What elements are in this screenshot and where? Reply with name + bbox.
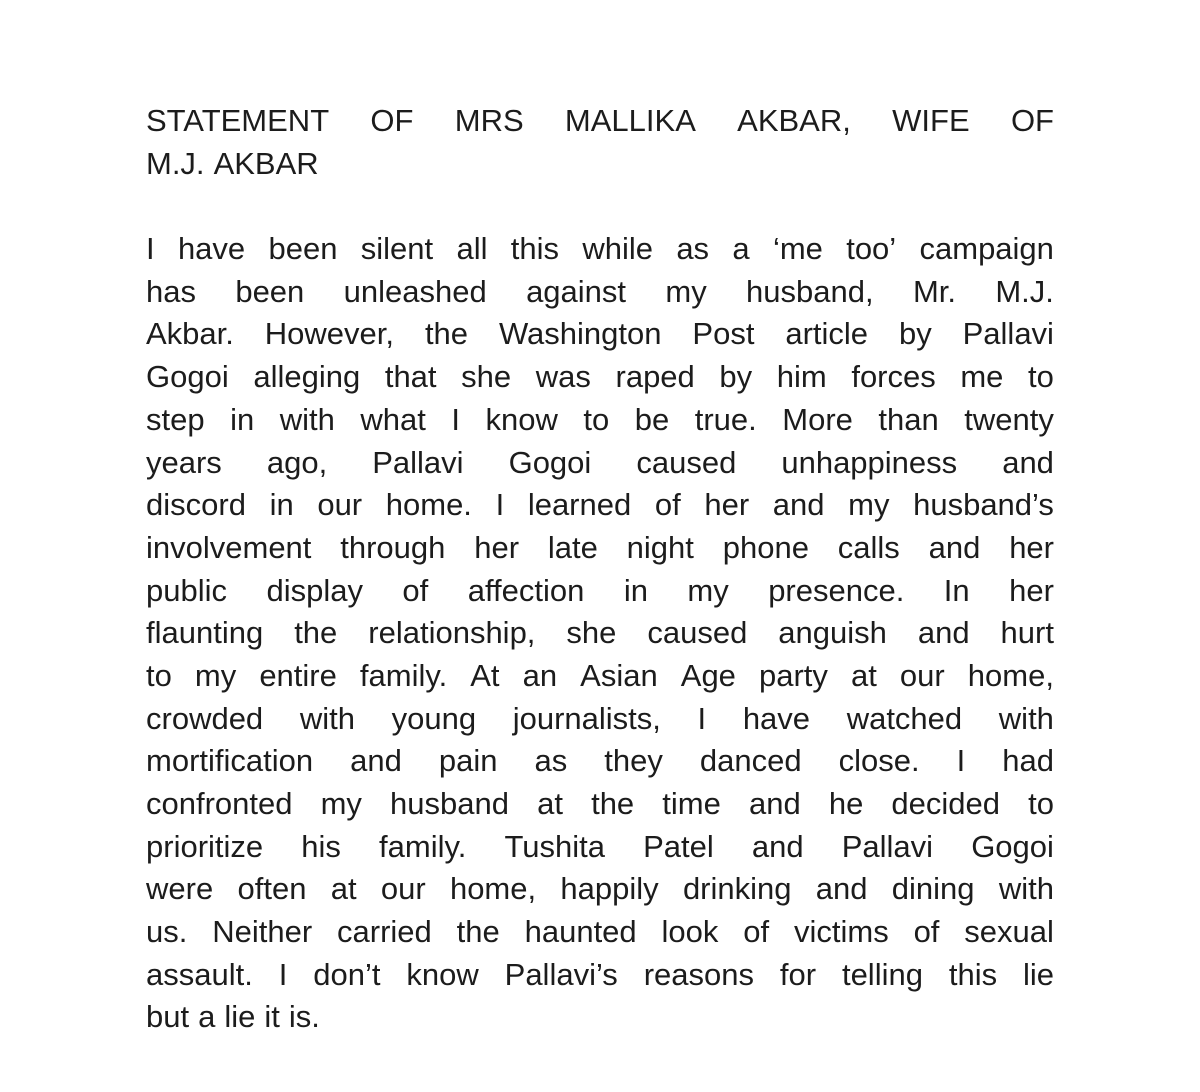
word: learned bbox=[527, 487, 632, 523]
word: her bbox=[1009, 529, 1054, 565]
word: and bbox=[928, 529, 981, 565]
word: as bbox=[676, 231, 710, 267]
word: of bbox=[654, 487, 681, 523]
word: M.J. bbox=[995, 273, 1054, 309]
word: MRS bbox=[454, 103, 524, 138]
body-line bbox=[146, 740, 1054, 783]
word: More bbox=[782, 401, 853, 437]
word: Pallavi bbox=[372, 444, 464, 480]
word: her bbox=[704, 487, 750, 523]
word: our bbox=[380, 871, 426, 907]
word: Pallavi’s bbox=[504, 956, 618, 992]
word: article bbox=[785, 316, 869, 352]
word: and bbox=[1002, 444, 1054, 480]
word: home, bbox=[967, 657, 1054, 693]
word: family. bbox=[379, 828, 467, 864]
statement-body bbox=[146, 228, 1054, 1039]
word: me bbox=[960, 359, 1004, 395]
word: I bbox=[278, 956, 288, 992]
word: pain bbox=[438, 743, 498, 779]
word: us. bbox=[146, 914, 188, 950]
body-line bbox=[146, 484, 1054, 527]
body-line bbox=[146, 954, 1054, 997]
word: reasons bbox=[643, 956, 754, 992]
word: the bbox=[294, 615, 338, 651]
word: journalists, bbox=[512, 700, 661, 736]
word: my bbox=[320, 786, 362, 821]
word: don’t bbox=[313, 956, 381, 992]
word: is. bbox=[288, 999, 320, 1035]
word: his bbox=[301, 828, 341, 864]
word: to bbox=[146, 657, 172, 693]
word: Post bbox=[692, 316, 755, 352]
word: years bbox=[146, 444, 222, 480]
word: entire bbox=[259, 657, 337, 693]
word: in bbox=[623, 572, 648, 608]
word: our bbox=[899, 657, 945, 693]
title-line bbox=[146, 100, 1054, 143]
word: through bbox=[340, 529, 446, 565]
word: him bbox=[776, 359, 827, 395]
word: haunted bbox=[524, 914, 637, 950]
body-line bbox=[146, 655, 1054, 698]
word: was bbox=[535, 359, 591, 395]
word: drinking bbox=[682, 871, 792, 907]
word: public bbox=[146, 572, 227, 608]
word: time bbox=[662, 786, 721, 821]
body-line bbox=[146, 612, 1054, 655]
body-line bbox=[146, 313, 1054, 356]
word: husband bbox=[390, 786, 509, 821]
word: of bbox=[913, 914, 940, 950]
word: at bbox=[330, 871, 357, 907]
word: our bbox=[317, 487, 363, 523]
word: have bbox=[177, 231, 246, 267]
word: my bbox=[665, 273, 707, 309]
word: been bbox=[268, 231, 338, 267]
body-line bbox=[146, 783, 1054, 826]
word: and bbox=[748, 786, 801, 821]
body-line bbox=[146, 826, 1054, 869]
word: party bbox=[759, 657, 828, 693]
body-line bbox=[146, 996, 1054, 1039]
word: sexual bbox=[964, 914, 1054, 950]
word: lie bbox=[224, 999, 256, 1035]
word: step bbox=[146, 401, 205, 437]
word: the bbox=[591, 786, 635, 821]
word: to bbox=[1028, 359, 1054, 395]
word: and bbox=[751, 828, 804, 864]
word: what bbox=[360, 401, 426, 437]
word: I bbox=[697, 700, 707, 736]
word: dining bbox=[891, 871, 975, 907]
word: she bbox=[566, 615, 617, 651]
word: while bbox=[582, 231, 653, 267]
word: to bbox=[1028, 786, 1054, 821]
word: forces bbox=[851, 359, 936, 395]
word: has bbox=[146, 273, 196, 309]
word: her bbox=[1009, 572, 1054, 608]
word: Pallavi bbox=[841, 828, 934, 864]
word: mortification bbox=[146, 743, 314, 779]
word: decided bbox=[891, 786, 1001, 821]
word: At bbox=[470, 657, 500, 693]
word: MALLIKA bbox=[564, 103, 696, 138]
word: for bbox=[779, 956, 817, 992]
word: late bbox=[547, 529, 598, 565]
word: In bbox=[943, 572, 970, 608]
word: to bbox=[583, 401, 610, 437]
word: that bbox=[384, 359, 437, 395]
word: my bbox=[848, 487, 890, 523]
word: this bbox=[948, 956, 998, 992]
word: raped bbox=[615, 359, 695, 395]
word: as bbox=[534, 743, 568, 779]
word: a bbox=[198, 999, 216, 1035]
word: silent bbox=[360, 231, 434, 267]
word: phone bbox=[722, 529, 809, 565]
word: Gogoi bbox=[508, 444, 592, 480]
word: with bbox=[998, 871, 1054, 907]
word: by bbox=[898, 316, 932, 352]
word: and bbox=[917, 615, 970, 651]
word: husband’s bbox=[913, 487, 1054, 523]
word: home. bbox=[385, 487, 472, 523]
word: her bbox=[474, 529, 520, 565]
word: twenty bbox=[964, 401, 1054, 437]
word: in bbox=[230, 401, 255, 437]
word: Gogoi bbox=[146, 359, 229, 395]
word: watched bbox=[846, 700, 963, 736]
word: often bbox=[237, 871, 307, 907]
word: campaign bbox=[919, 231, 1054, 267]
word: discord bbox=[146, 487, 246, 523]
body-line bbox=[146, 399, 1054, 442]
word: an bbox=[522, 657, 558, 693]
word: I bbox=[956, 743, 966, 779]
word: lie bbox=[1022, 956, 1054, 992]
word: alleging bbox=[253, 359, 361, 395]
word: had bbox=[1002, 743, 1054, 779]
word: flaunting bbox=[146, 615, 264, 651]
body-line bbox=[146, 698, 1054, 741]
word: Akbar. bbox=[146, 316, 234, 352]
word: all bbox=[456, 231, 488, 267]
word: against bbox=[526, 273, 627, 309]
word: Age bbox=[680, 657, 736, 693]
word: husband, bbox=[746, 273, 874, 309]
word: telling bbox=[841, 956, 923, 992]
word: M.J. bbox=[146, 145, 205, 181]
word: crowded bbox=[146, 700, 264, 736]
word: by bbox=[719, 359, 753, 395]
word: true. bbox=[694, 401, 757, 437]
word: calls bbox=[837, 529, 900, 565]
word: Washington bbox=[498, 316, 662, 352]
word: night bbox=[626, 529, 694, 565]
word: this bbox=[510, 231, 560, 267]
body-line bbox=[146, 442, 1054, 485]
word: than bbox=[878, 401, 939, 437]
word: he bbox=[828, 786, 864, 821]
word: I bbox=[146, 231, 155, 267]
word: close. bbox=[838, 743, 920, 779]
word: at bbox=[850, 657, 877, 693]
word: of bbox=[402, 572, 429, 608]
body-line bbox=[146, 356, 1054, 399]
word: unhappiness bbox=[781, 444, 958, 480]
word: involvement bbox=[146, 529, 312, 565]
word: I bbox=[451, 401, 460, 437]
word: AKBAR, bbox=[737, 103, 851, 138]
word: of bbox=[743, 914, 770, 950]
body-line bbox=[146, 228, 1054, 271]
statement-title bbox=[146, 100, 1054, 185]
word: with bbox=[279, 401, 335, 437]
word: ‘me bbox=[772, 231, 823, 267]
word: they bbox=[604, 743, 663, 779]
word: presence. bbox=[768, 572, 905, 608]
word: she bbox=[461, 359, 512, 395]
word: WIFE bbox=[892, 103, 970, 138]
word: confronted bbox=[146, 786, 293, 821]
word: my bbox=[687, 572, 729, 608]
word: Neither bbox=[212, 914, 313, 950]
word: young bbox=[391, 700, 477, 736]
word: know bbox=[485, 401, 558, 437]
word: OF bbox=[370, 103, 414, 138]
word: caused bbox=[636, 444, 737, 480]
word: AKBAR bbox=[213, 145, 319, 181]
word: Asian bbox=[580, 657, 658, 693]
word: caused bbox=[647, 615, 748, 651]
word: STATEMENT bbox=[146, 103, 330, 138]
body-line bbox=[146, 868, 1054, 911]
word: anguish bbox=[778, 615, 887, 651]
word: carried bbox=[337, 914, 432, 950]
word: in bbox=[269, 487, 294, 523]
word: I bbox=[495, 487, 505, 523]
word: Patel bbox=[643, 828, 714, 864]
word: unleashed bbox=[343, 273, 487, 309]
word: with bbox=[998, 700, 1054, 736]
word: have bbox=[742, 700, 811, 736]
word: ago, bbox=[266, 444, 328, 480]
word: too’ bbox=[846, 231, 897, 267]
body-line bbox=[146, 271, 1054, 314]
word: the bbox=[456, 914, 500, 950]
word: Tushita bbox=[504, 828, 605, 864]
word: OF bbox=[1010, 103, 1054, 138]
word: hurt bbox=[1000, 615, 1054, 651]
word: happily bbox=[560, 871, 659, 907]
word: However, bbox=[264, 316, 395, 352]
word: danced bbox=[699, 743, 802, 779]
word: assault. bbox=[146, 956, 253, 992]
paragraph-gap bbox=[146, 185, 1054, 228]
word: it bbox=[264, 999, 280, 1035]
word: victims bbox=[793, 914, 889, 950]
body-line bbox=[146, 527, 1054, 570]
statement-document bbox=[146, 100, 1054, 1039]
word: a bbox=[732, 231, 750, 267]
word: and bbox=[772, 487, 825, 523]
word: be bbox=[634, 401, 670, 437]
word: but bbox=[146, 999, 190, 1035]
word: home, bbox=[449, 871, 537, 907]
body-line bbox=[146, 911, 1054, 954]
word: display bbox=[266, 572, 363, 608]
word: and bbox=[350, 743, 402, 779]
word: were bbox=[146, 871, 214, 907]
word: my bbox=[194, 657, 237, 693]
word: look bbox=[661, 914, 719, 950]
word: with bbox=[299, 700, 355, 736]
word: been bbox=[235, 273, 305, 309]
word: the bbox=[424, 316, 469, 352]
word: Gogoi bbox=[971, 828, 1054, 864]
word: Mr. bbox=[912, 273, 957, 309]
word: prioritize bbox=[146, 828, 264, 864]
word: affection bbox=[467, 572, 585, 608]
word: at bbox=[537, 786, 563, 821]
word: family. bbox=[359, 657, 448, 693]
word: relationship, bbox=[368, 615, 536, 651]
body-line bbox=[146, 570, 1054, 613]
title-line bbox=[146, 143, 1054, 186]
word: know bbox=[406, 956, 479, 992]
word: and bbox=[815, 871, 868, 907]
word: Pallavi bbox=[962, 316, 1054, 352]
